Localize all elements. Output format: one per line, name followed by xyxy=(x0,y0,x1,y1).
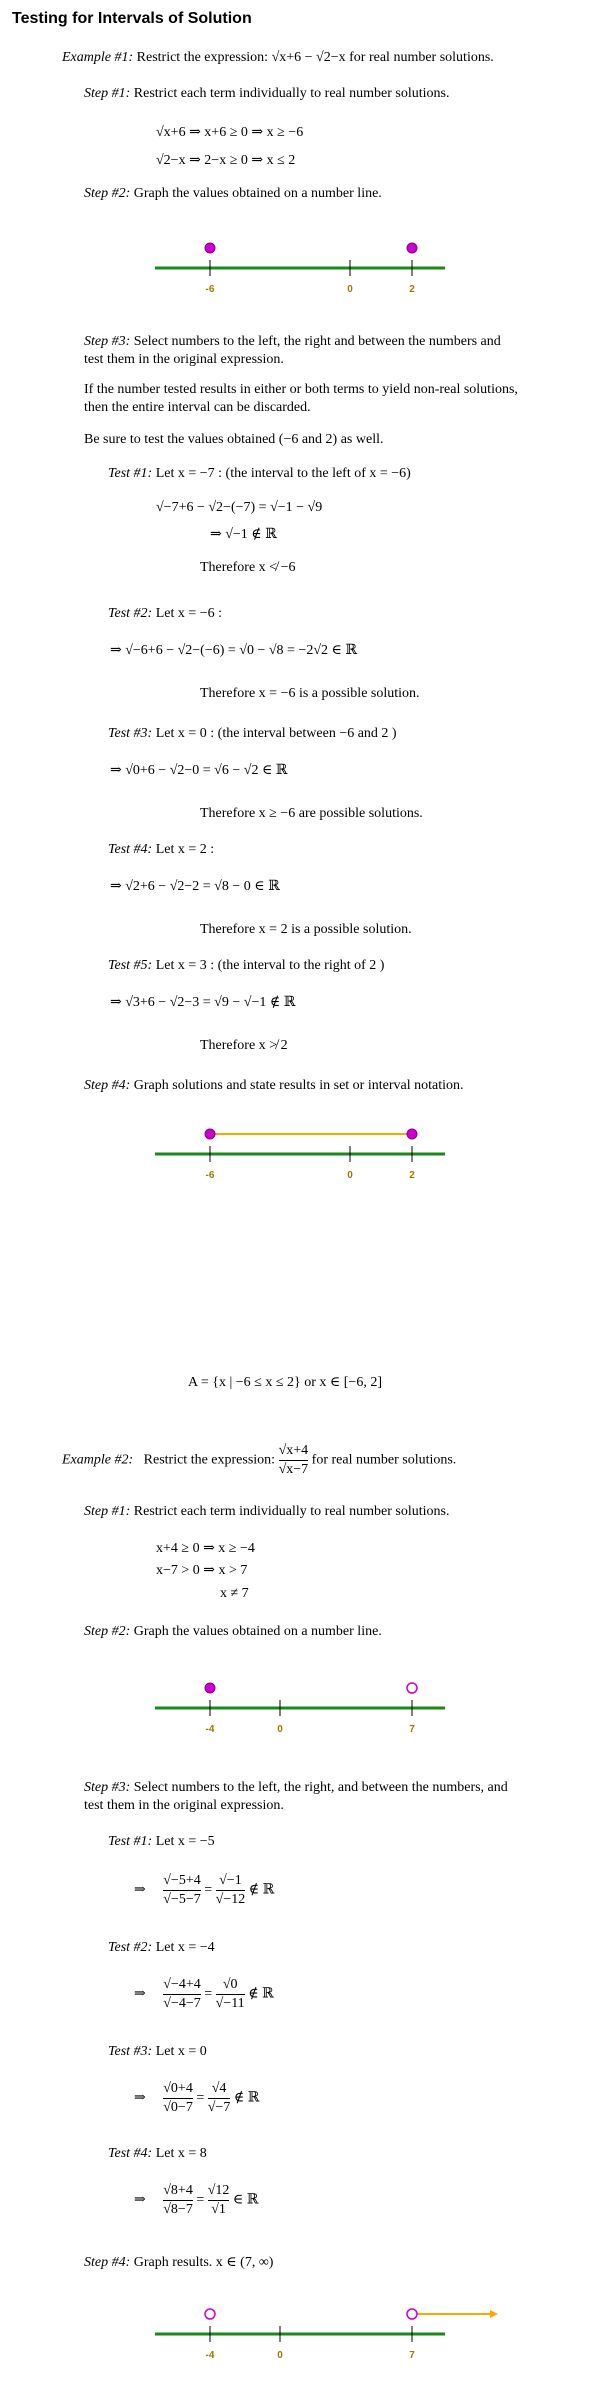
ex2-test1-den2: √−12 xyxy=(215,1892,246,1907)
ex2-step4 xyxy=(84,2254,273,2271)
ex1-test1-equation: √−7+6 − √2−(−7) = √−1 − √9 xyxy=(156,500,323,515)
ex2-test2-equation: ⇒ $\frac{√-4+4}{√-4-7}$ = $\frac{√0}{√-11}$ ∉ ℝ xyxy=(134,1977,274,2011)
tick-label-neg6: -6 xyxy=(205,284,215,295)
ex2-step2-label: Step #2: xyxy=(84,1624,131,1639)
ex2-step4-text: Graph results. x ∈ (7, ∞) xyxy=(133,2255,274,2270)
ex1-test4-equation: ⇒ √2+6 − √2−2 = √8 − 0 ∈ ℝ xyxy=(110,879,280,894)
closed-point-2 xyxy=(407,1129,417,1139)
ex1-step3-text-2: test them in the original expression. xyxy=(84,352,284,367)
example1-intro-end: for real number solutions. xyxy=(349,50,494,65)
ex2-test2-den2: √−11 xyxy=(215,1996,245,2011)
ex1-test3 xyxy=(108,726,397,742)
ex1-test2-equation: ⇒ √−6+6 − √2−(−6) = √0 − √8 = −2√2 ∈ ℝ xyxy=(110,643,358,658)
ex1-step1 xyxy=(84,86,449,102)
tick-label-0: 0 xyxy=(347,1170,353,1181)
tick-label-0: 0 xyxy=(277,1724,283,1735)
ex2-step3-text-1: Select numbers to the left, the right, and between the numbers, and xyxy=(133,1780,508,1795)
ex2-test2-label: Test #2: xyxy=(108,1940,153,1955)
ex1-test3-label: Test #3: xyxy=(108,726,153,741)
ex2-test3 xyxy=(108,2044,207,2060)
ex1-test2-text: Let x = −6 : xyxy=(155,606,223,621)
ex1-step2 xyxy=(84,186,382,202)
ex1-test4-text: Let x = 2 : xyxy=(155,842,215,857)
ex2-test4-equation: ⇒ $\frac{√8+4}{√8-7}$ = $\frac{√12}{√1}$ ∈ ℝ xyxy=(134,2183,259,2217)
ray-arrow-icon xyxy=(490,2310,498,2318)
ex2-step2-text: Graph the values obtained on a number line. xyxy=(133,1624,382,1639)
closed-point-neg4 xyxy=(205,1683,215,1693)
example2-intro-end: for real number solutions. xyxy=(311,1452,457,1468)
ex2-step1-line2: x−7 > 0 ⇒ x > 7 xyxy=(156,1563,248,1578)
ex1-test1-conclusion: Therefore x ≮ −6 xyxy=(200,560,296,575)
ex2-test3-relation: ∉ ℝ xyxy=(233,2090,260,2106)
ex2-test3-den1: √0−7 xyxy=(163,2100,193,2115)
ex2-test1-den1: √−5−7 xyxy=(163,1892,201,1907)
example2-intro: Restrict the expression: xyxy=(143,1452,276,1468)
example2-fraction xyxy=(279,1442,309,1479)
ex2-test4-den2: √1 xyxy=(211,2202,226,2217)
ex2-test3-den2: √−7 xyxy=(207,2100,231,2115)
ex2-step2 xyxy=(84,1624,382,1640)
ex2-step1-line3: x ≠ 7 xyxy=(220,1586,249,1601)
example2-fraction-numerator: √x+4 xyxy=(279,1442,309,1461)
ex1-step1-label: Step #1: xyxy=(84,86,131,101)
ex1-test2-conclusion: Therefore x = −6 is a possible solution. xyxy=(200,686,420,701)
ex2-test1-text: Let x = −5 xyxy=(155,1834,215,1849)
implies-arrow: ⇒ xyxy=(134,1882,146,1898)
tick-label-neg6: -6 xyxy=(205,1170,215,1181)
ex2-test2-num2: √0 xyxy=(216,1976,245,1995)
tick-label-7: 7 xyxy=(409,1724,415,1735)
ex1-para2: Be sure to test the values obtained (−6 and 2) as well. xyxy=(84,432,384,447)
example1-expression: √x+6 − √2−x xyxy=(271,50,346,65)
ex1-step3-label: Step #3: xyxy=(84,334,131,349)
example2-statement xyxy=(62,1442,456,1479)
implies-arrow: ⇒ xyxy=(134,1986,146,2002)
ex2-test2-den1: √−4−7 xyxy=(163,1996,201,2011)
ex1-step1-line2: √2−x ⇒ 2−x ≥ 0 ⇒ x ≤ 2 xyxy=(156,153,296,168)
ex2-step1 xyxy=(84,1504,449,1520)
example2-label: Example #2: xyxy=(62,1452,134,1468)
closed-point-neg6 xyxy=(205,243,215,253)
ex1-test2-label: Test #2: xyxy=(108,606,153,621)
ex1-step4 xyxy=(84,1078,463,1094)
open-point-7 xyxy=(407,2309,417,2319)
page-title: Testing for Intervals of Solution xyxy=(12,10,252,27)
tick-label-7: 7 xyxy=(409,2350,415,2361)
ex1-test2 xyxy=(108,606,222,622)
ex2-test4-relation: ∈ ℝ xyxy=(232,2192,259,2208)
ex2-test4-text: Let x = 8 xyxy=(155,2146,207,2161)
ex2-test1-num2: √−1 xyxy=(216,1872,246,1891)
example1-label: Example #1: xyxy=(62,50,134,65)
ex1-step2-text: Graph the values obtained on a number line. xyxy=(133,186,382,201)
ex1-test5-text: Let x = 3 : (the interval to the right of 2 ) xyxy=(155,958,385,973)
ex2-test3-equation: ⇒ $\frac{√0+4}{√0-7}$ = $\frac{√4}{√-7}$ ∉ ℝ xyxy=(134,2081,260,2115)
ex1-step3-text-1: Select numbers to the left, the right and between the numbers and xyxy=(133,334,501,349)
ex2-test1-label: Test #1: xyxy=(108,1834,153,1849)
ex1-step1-text: Restrict each term individually to real number solutions. xyxy=(133,86,450,101)
implies-arrow: ⇒ xyxy=(134,2090,146,2106)
example1-statement xyxy=(62,50,494,66)
ex1-para1-1: If the number tested results in either or both terms to yield non-real solutions, xyxy=(84,382,518,397)
ex1-para1-2: then the entire interval can be discarded. xyxy=(84,400,311,415)
ex1-test3-text: Let x = 0 : (the interval between −6 and 2 ) xyxy=(155,726,397,741)
ex1-number-line-1 xyxy=(150,238,450,308)
ex1-step1-line1: √x+6 ⇒ x+6 ≥ 0 ⇒ x ≥ −6 xyxy=(156,125,304,140)
ex1-test4-conclusion: Therefore x = 2 is a possible solution. xyxy=(200,922,412,937)
ex2-test4-label: Test #4: xyxy=(108,2146,153,2161)
ex2-test2 xyxy=(108,1940,215,1956)
ex2-test3-num2: √4 xyxy=(208,2080,231,2099)
ex2-test4-num2: √12 xyxy=(208,2182,230,2201)
tick-label-neg4: -4 xyxy=(205,2350,215,2361)
example1-intro: Restrict the expression: xyxy=(136,50,269,65)
ex2-test4-num1: √8+4 xyxy=(163,2182,193,2201)
ex1-test1-equation-2: ⇒ √−1 ∉ ℝ xyxy=(210,527,277,542)
closed-point-neg6 xyxy=(205,1129,215,1139)
ex2-step3 xyxy=(84,1780,508,1796)
ex2-test4-den1: √8−7 xyxy=(163,2202,193,2217)
ex2-step1-label: Step #1: xyxy=(84,1504,131,1519)
tick-label-0: 0 xyxy=(347,284,353,295)
open-point-7 xyxy=(407,1683,417,1693)
ex2-test4 xyxy=(108,2146,207,2162)
ex2-test2-relation: ∉ ℝ xyxy=(248,1986,274,2002)
ex1-test5-equation: ⇒ √3+6 − √2−3 = √9 − √−1 ∉ ℝ xyxy=(110,995,296,1010)
ex2-test2-num1: √−4+4 xyxy=(163,1976,200,1995)
tick-label-neg4: -4 xyxy=(205,1724,215,1735)
ex1-test5-conclusion: Therefore x ≯ 2 xyxy=(200,1038,288,1053)
ex1-test3-conclusion: Therefore x ≥ −6 are possible solutions. xyxy=(200,806,423,821)
ex2-step1-text: Restrict each term individually to real number solutions. xyxy=(133,1504,450,1519)
ex2-test1-relation: ∉ ℝ xyxy=(248,1882,275,1898)
ex1-step4-label: Step #4: xyxy=(84,1078,131,1093)
ex1-number-line-2 xyxy=(150,1124,450,1194)
ex1-test1-label: Test #1: xyxy=(108,466,153,481)
ex2-step1-line1: x+4 ≥ 0 ⇒ x ≥ −4 xyxy=(156,1541,255,1556)
tick-label-2: 2 xyxy=(409,284,415,295)
ex2-test3-text: Let x = 0 xyxy=(155,2044,207,2059)
ex1-test3-equation: ⇒ √0+6 − √2−0 = √6 − √2 ∈ ℝ xyxy=(110,763,288,778)
tick-label-2: 2 xyxy=(409,1170,415,1181)
ex2-test3-label: Test #3: xyxy=(108,2044,153,2059)
ex1-step4-text: Graph solutions and state results in set or interval notation. xyxy=(133,1078,464,1093)
open-point-neg4 xyxy=(205,2309,215,2319)
ex2-test1-num1: √−5+4 xyxy=(163,1872,200,1891)
closed-point-2 xyxy=(407,243,417,253)
ex2-step3-label: Step #3: xyxy=(84,1780,131,1795)
ex2-test1-equation: ⇒ $\frac{√-5+4}{√-5-7}$ = $\frac{√-1}{√-12}$ ∉ ℝ xyxy=(134,1873,275,1907)
ex1-step2-label: Step #2: xyxy=(84,186,131,201)
ex2-test3-num1: √0+4 xyxy=(163,2080,193,2099)
ex2-number-line-1 xyxy=(150,1678,450,1748)
ex1-test5-label: Test #5: xyxy=(108,958,153,973)
ex2-step4-label: Step #4: xyxy=(84,2255,131,2270)
ex1-test1 xyxy=(108,466,411,482)
ex1-test4 xyxy=(108,842,214,858)
ex2-step3-text-2: test them in the original expression. xyxy=(84,1798,284,1813)
ex2-number-line-2 xyxy=(150,2304,500,2374)
ex1-test5 xyxy=(108,958,384,974)
ex2-test2-text: Let x = −4 xyxy=(155,1940,215,1955)
ex1-test1-text: Let x = −7 : (the interval to the left of x = −6) xyxy=(155,466,411,481)
example2-fraction-denominator: √x−7 xyxy=(278,1462,309,1477)
ex1-answer: A = {x | −6 ≤ x ≤ 2} or x ∈ [−6, 2] xyxy=(188,1375,382,1390)
ex2-test1 xyxy=(108,1834,215,1850)
ex1-test4-label: Test #4: xyxy=(108,842,153,857)
implies-arrow: ⇒ xyxy=(134,2192,146,2208)
tick-label-0: 0 xyxy=(277,2350,283,2361)
ex1-step3 xyxy=(84,334,501,350)
